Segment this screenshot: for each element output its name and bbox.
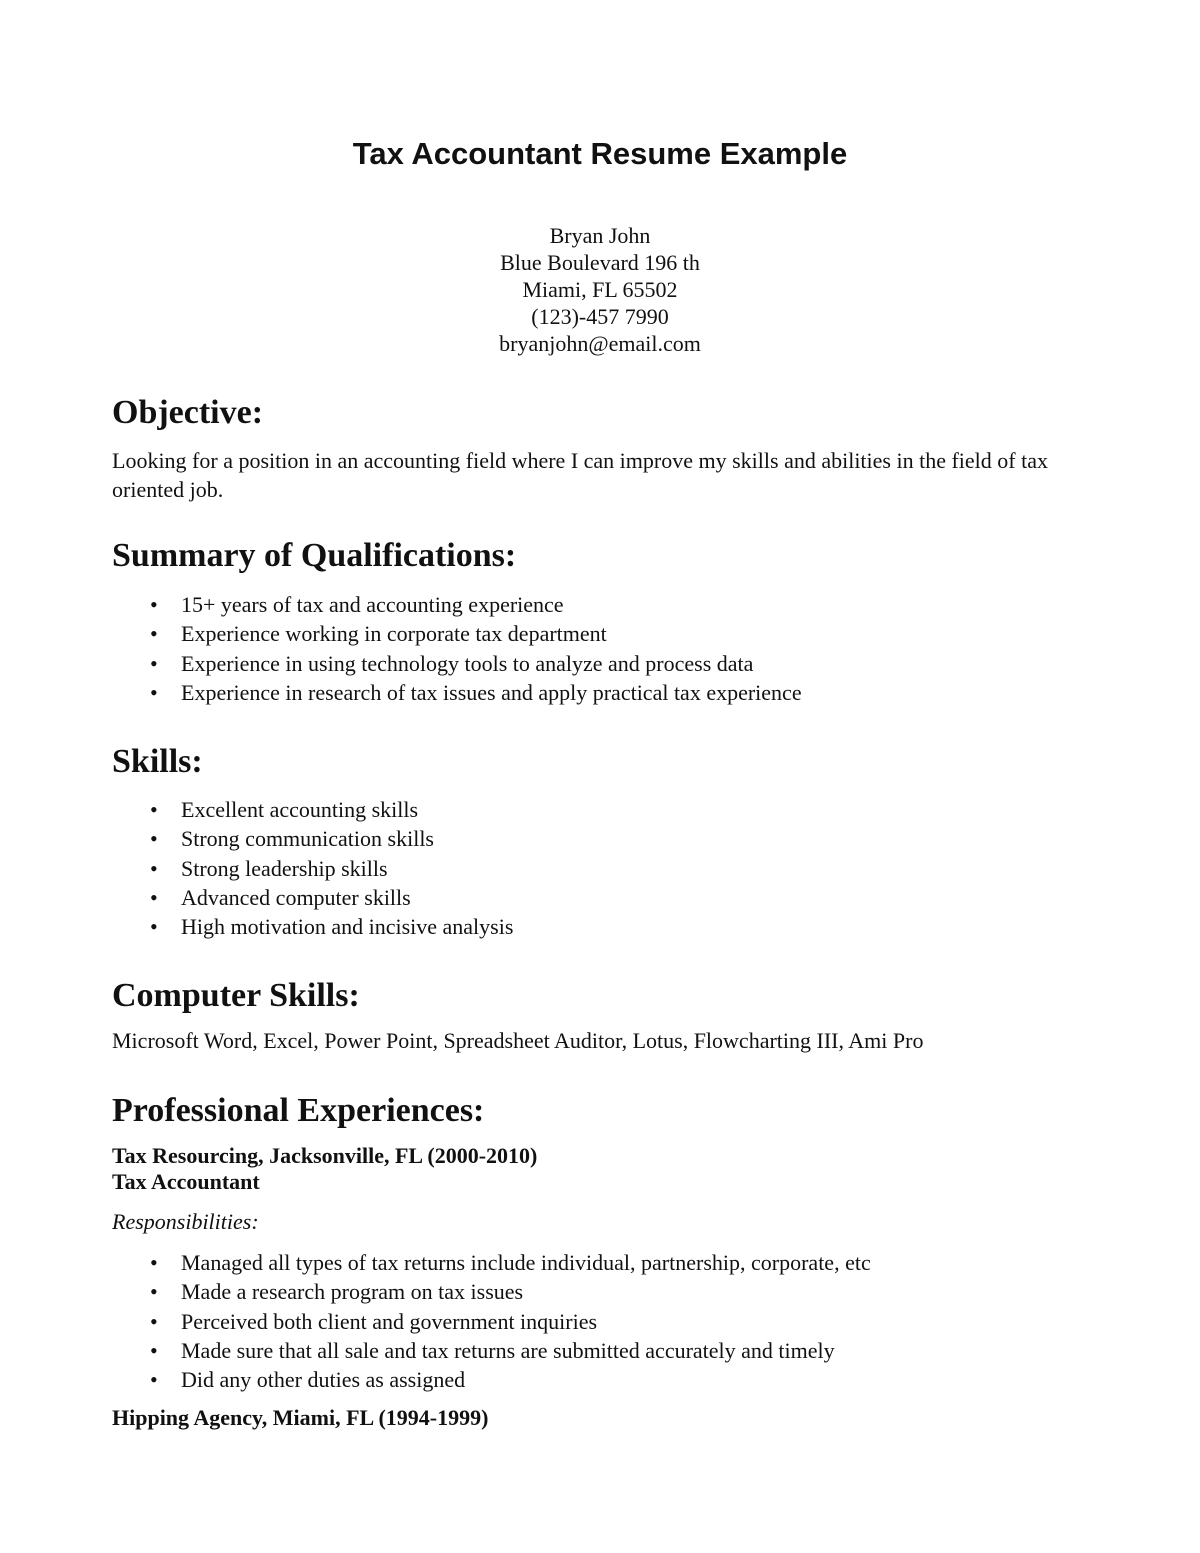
objective-text: Looking for a position in an accounting field where I can improve my skills and abilities in the field of tax oriented job.: [112, 448, 1048, 502]
list-item: • Perceived both client and government inquiries: [112, 1307, 871, 1336]
list-item: • Did any other duties as assigned: [112, 1365, 871, 1394]
page-title: Tax Accountant Resume Example: [352, 136, 848, 171]
list-item: • Advanced computer skills: [112, 883, 513, 912]
job-position: Tax Accountant: [112, 1169, 260, 1194]
job-company: Tax Resourcing, Jacksonville, FL (2000-2010): [112, 1143, 538, 1168]
list-item: • Strong communication skills: [112, 824, 513, 853]
contact-block: [0, 222, 1200, 357]
experience-heading: Professional Experiences:: [112, 1092, 485, 1129]
skills-list: [112, 795, 513, 941]
qualifications-heading: Summary of Qualifications:: [112, 537, 517, 574]
contact-address: Blue Boulevard 196 th: [500, 250, 700, 275]
list-item: • High motivation and incisive analysis: [112, 912, 513, 941]
computer-skills-text: Microsoft Word, Excel, Power Point, Spreadsheet Auditor, Lotus, Flowcharting III, Ami Pro: [112, 1028, 924, 1053]
list-item: • Experience working in corporate tax department: [112, 619, 802, 648]
list-item: • Made sure that all sale and tax returns are submitted accurately and timely: [112, 1336, 871, 1365]
contact-name: Bryan John: [549, 223, 651, 248]
objective-heading: Objective:: [112, 394, 264, 431]
job-company: Hipping Agency, Miami, FL (1994-1999): [112, 1405, 489, 1430]
skills-heading: Skills:: [112, 743, 203, 780]
responsibilities-label: Responsibilities:: [112, 1209, 259, 1234]
qualifications-list: [112, 590, 802, 707]
list-item: • Experience in using technology tools to analyze and process data: [112, 649, 802, 678]
contact-city: Miami, FL 65502: [522, 277, 678, 302]
computer-skills-heading: Computer Skills:: [112, 977, 360, 1014]
list-item: • Excellent accounting skills: [112, 795, 513, 824]
contact-email: bryanjohn@email.com: [499, 331, 701, 356]
list-item: • Made a research program on tax issues: [112, 1277, 871, 1306]
list-item: • 15+ years of tax and accounting experience: [112, 590, 802, 619]
list-item: • Managed all types of tax returns include individual, partnership, corporate, etc: [112, 1248, 871, 1277]
list-item: • Experience in research of tax issues and apply practical tax experience: [112, 678, 802, 707]
list-item: • Strong leadership skills: [112, 854, 513, 883]
contact-phone: (123)-457 7990: [531, 304, 669, 329]
responsibilities-list: [112, 1248, 871, 1394]
